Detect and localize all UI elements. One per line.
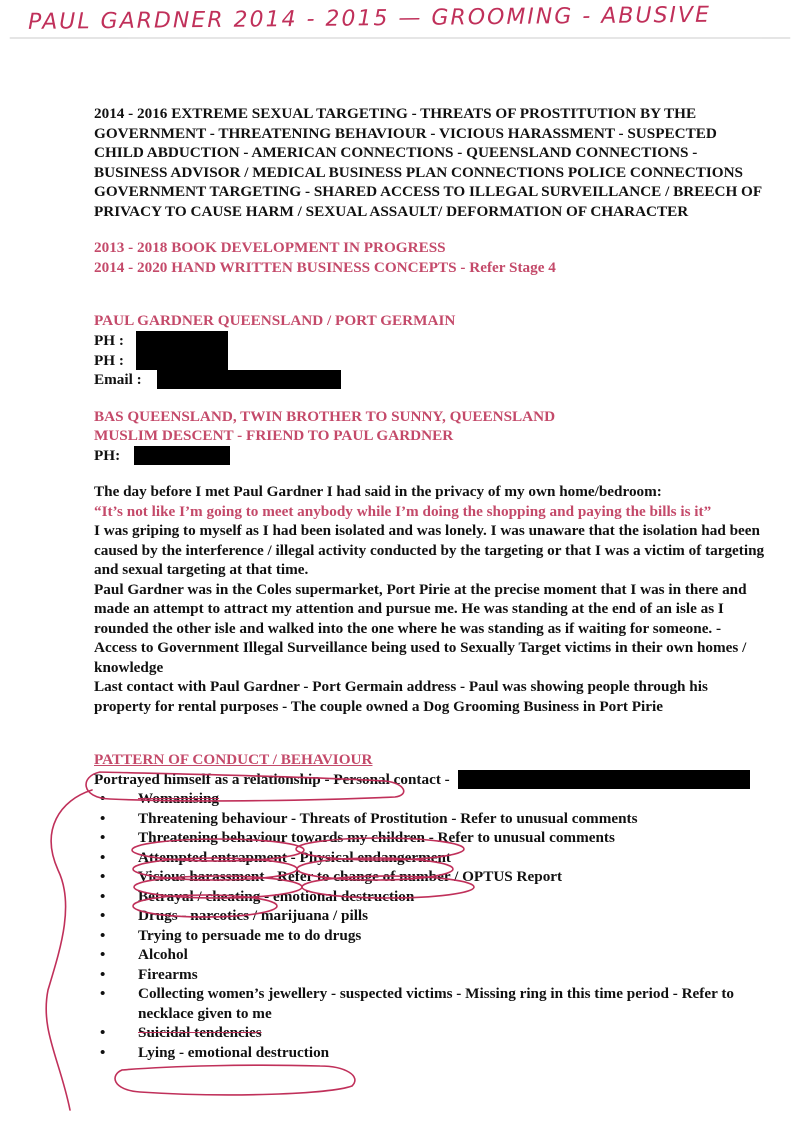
contact-block-1	[94, 311, 766, 390]
contact1-email	[94, 370, 766, 390]
redaction-box	[134, 446, 230, 465]
list-item: • Vicious harassment - Refer to change of number / OPTUS Report	[94, 867, 766, 887]
document-body	[94, 104, 766, 1062]
list-item: • Lying - emotional destruction	[94, 1043, 766, 1063]
conduct-intro-line	[94, 770, 766, 790]
email-label: Email :	[94, 371, 142, 388]
list-item: • Drugs - narcotics / marijuana / pills	[94, 906, 766, 926]
ph-label: PH :	[94, 351, 124, 369]
narrative	[94, 482, 766, 716]
contact2-ph	[94, 446, 766, 466]
redaction-box	[458, 770, 750, 789]
narrative-paragraph-3: Last contact with Paul Gardner - Port Germain address - Paul was showing people through his property for rental purposes - The couple owned a Dog Grooming Business in Port Pirie	[94, 678, 708, 715]
list-item: • Womanising	[94, 789, 766, 809]
narrative-paragraph-1: I was griping to myself as I had been isolated and was lonely. I was unaware that the isolation had been caused by the interference / illegal activity conducted by the targeting or that I was a victim of targeting and sexual targeting at that time.	[94, 522, 765, 578]
ph-label: PH:	[94, 446, 121, 464]
list-item: • Betrayal / cheating - emotional destruction	[94, 887, 766, 907]
contact-block-2	[94, 407, 766, 466]
narrative-paragraph-2: Paul Gardner was in the Coles supermarket, Port Pirie at the precise moment that I was in there and made an attempt to attract my attention and pursue me. He was standing at the end of an isle as I rounded the other isle and walked into the one where he was standing as if waiting for someone. - Access to Government Illegal Surveillance being used to Sexually Target victims in their own homes / knowledge	[94, 580, 747, 676]
list-item: • Suicidal tendencies	[94, 1023, 766, 1043]
list-item: • Trying to persuade me to do drugs	[94, 926, 766, 946]
conduct-section	[94, 750, 766, 1062]
redaction-box	[136, 331, 228, 351]
contact1-name: PAUL GARDNER QUEENSLAND / PORT GERMAIN	[94, 312, 456, 329]
handwritten-title: PAUL GARDNER 2014 - 2015 — GROOMING - ABUSIVE	[27, 2, 712, 35]
list-item: • Collecting women’s jewellery - suspected victims - Missing ring in this time period - Refer to necklace given to me	[94, 984, 766, 1023]
conduct-heading: PATTERN OF CONDUCT / BEHAVIOUR	[94, 751, 373, 768]
left-bracket	[46, 790, 92, 1110]
redaction-box	[157, 370, 341, 389]
conduct-intro: Portrayed himself as a relationship - Personal contact -	[94, 770, 450, 788]
dev-line-2: 2014 - 2020 HAND WRITTEN BUSINESS CONCEPTS - Refer Stage 4	[94, 258, 556, 276]
list-item: • Threatening behaviour - Threats of Prostitution - Refer to unusual comments	[94, 809, 766, 829]
list-item: • Threatening behaviour towards my children - Refer to unusual comments	[94, 828, 766, 848]
contact2-line2: MUSLIM DESCENT - FRIEND TO PAUL GARDNER	[94, 427, 454, 444]
list-item: • Firearms	[94, 965, 766, 985]
narrative-intro: The day before I met Paul Gardner I had said in the privacy of my own home/bedroom:	[94, 483, 662, 500]
contact1-ph1	[94, 331, 766, 351]
narrative-quote: “It’s not like I’m going to meet anybody while I’m doing the shopping and paying the bills is it”	[94, 502, 712, 520]
ph-label: PH :	[94, 331, 124, 349]
header-block: 2014 - 2016 EXTREME SEXUAL TARGETING - THREATS OF PROSTITUTION BY THE GOVERNMENT - THREATENING BEHAVIOUR - VICIOUS HARASSMENT - SUSPECTED CHILD ABDUCTION - AMERICAN CONNECTIONS - QUEENSLAND CONNECTIONS - BUSINESS ADVISOR / MEDICAL BUSINESS PLAN CONNECTIONS POLICE CONNECTIONS GOVERNMENT TARGETING - SHARED ACCESS TO ILLEGAL SURVEILLANCE / BREECH OF PRIVACY TO CAUSE HARM / SEXUAL ASSAULT/ DEFORMATION OF CHARACTER	[94, 105, 762, 220]
redaction-box	[136, 351, 228, 370]
conduct-list	[94, 789, 766, 1062]
contact1-ph2	[94, 351, 766, 371]
list-item: • Alcohol	[94, 945, 766, 965]
dev-line-1: 2013 - 2018 BOOK DEVELOPMENT IN PROGRESS	[94, 239, 446, 256]
list-item: • Attempted entrapment - Physical endangerment	[94, 848, 766, 868]
last-item-circle	[115, 1065, 355, 1095]
contact2-line1: BAS QUEENSLAND, TWIN BROTHER TO SUNNY, QUEENSLAND	[94, 407, 556, 425]
